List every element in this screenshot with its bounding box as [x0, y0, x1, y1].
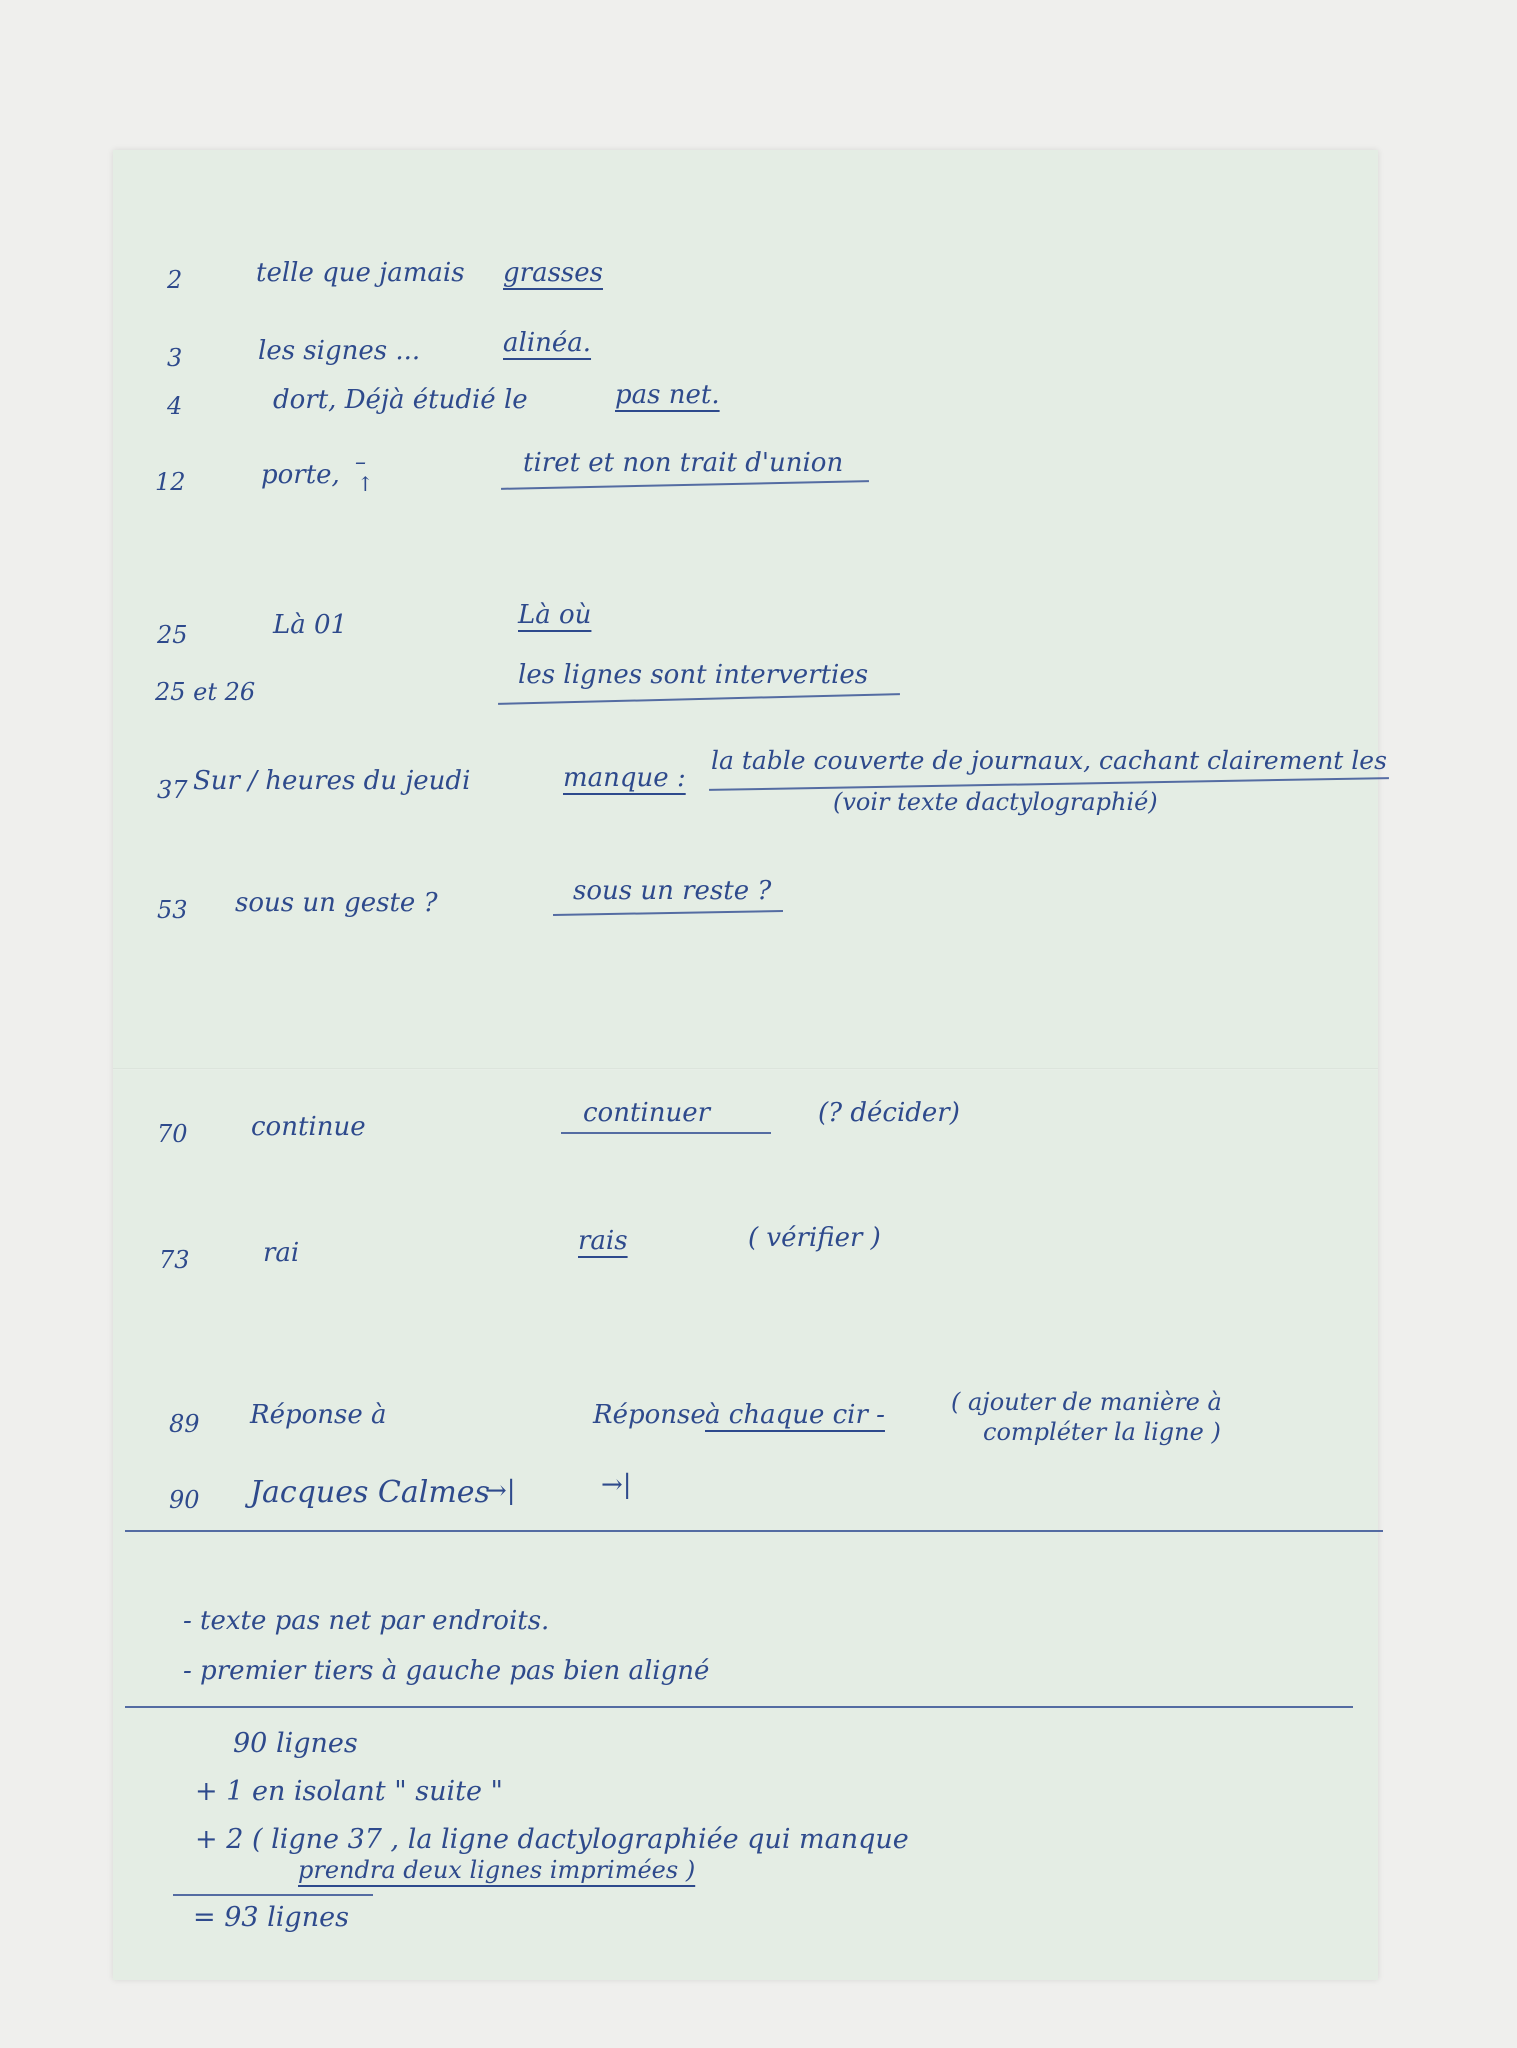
underline: [561, 1132, 771, 1134]
separator-line: [125, 1530, 1383, 1532]
original-text: Réponse à: [250, 1400, 387, 1430]
remark-text: - premier tiers à gauche pas bien aligné: [183, 1656, 710, 1686]
count-addition: + 2 ( ligne 37 , la ligne dactylographiée qui manque: [195, 1824, 909, 1855]
original-text: rai: [263, 1238, 300, 1268]
line-number: 4: [167, 392, 183, 420]
correction-note: compléter la ligne ): [983, 1418, 1221, 1446]
correction-text: alinéa.: [503, 328, 592, 358]
original-text: Sur / heures du jeudi: [193, 766, 471, 796]
correction-note: ( ajouter de manière à: [951, 1388, 1222, 1416]
tab-arrow-icon: →|: [485, 1476, 516, 1506]
underline: [498, 693, 900, 705]
original-text: telle que jamais: [256, 258, 465, 288]
original-text: les signes ...: [258, 336, 421, 366]
count-addition-continued: prendra deux lignes imprimées ): [298, 1856, 696, 1884]
remark-text: - texte pas net par endroits.: [183, 1606, 550, 1636]
correction-text: rais: [578, 1226, 628, 1256]
correction-text: les lignes sont interverties: [518, 660, 869, 690]
line-number: 25: [157, 621, 188, 649]
count-addition: + 1 en isolant " suite ": [195, 1776, 503, 1807]
line-number: 70: [157, 1120, 188, 1148]
original-text: Jacques Calmes: [250, 1475, 490, 1510]
correction-text: Là où: [518, 600, 592, 630]
correction-note: (voir texte dactylographié): [833, 788, 1158, 816]
correction-text: la table couverte de journaux, cachant clairement les: [711, 746, 1387, 775]
manuscript-sheet: [113, 150, 1387, 1980]
insert-arrow-icon: ↑: [357, 472, 374, 496]
line-number: 90: [169, 1486, 200, 1514]
separator-line: [125, 1706, 1353, 1708]
correction-text: tiret et non trait d'union: [523, 448, 844, 478]
original-text: porte,: [261, 460, 340, 490]
original-text: dort, Déjà étudié le: [273, 385, 528, 415]
count-base: 90 lignes: [233, 1728, 358, 1759]
line-number: 12: [155, 468, 186, 496]
original-text: continue: [251, 1112, 366, 1142]
line-number: 2: [167, 266, 183, 294]
correction-prefix: Réponse: [593, 1400, 706, 1430]
line-number: 3: [167, 344, 183, 372]
line-number: 73: [159, 1246, 190, 1274]
sheet-fold-line: [113, 1068, 1378, 1070]
line-number: 25 et 26: [155, 678, 256, 706]
correction-note: (? décider): [818, 1098, 960, 1128]
correction-text: continuer: [583, 1098, 711, 1128]
tab-arrow-icon: →|: [601, 1470, 632, 1500]
sum-line: [173, 1894, 373, 1896]
correction-text: grasses: [503, 258, 603, 288]
underline: [553, 910, 783, 916]
count-total: = 93 lignes: [193, 1902, 349, 1933]
line-number: 37: [157, 776, 188, 804]
correction-text: sous un reste ?: [573, 876, 772, 906]
original-text: Là 01: [273, 610, 348, 640]
original-text: sous un geste ?: [235, 888, 438, 918]
underline: [501, 480, 869, 490]
correction-note: ( vérifier ): [748, 1223, 881, 1253]
correction-text: à chaque cir -: [705, 1400, 885, 1430]
line-number: 53: [157, 896, 188, 924]
dash-mark: –: [355, 450, 366, 475]
correction-text: pas net.: [615, 380, 720, 410]
line-number: 89: [169, 1410, 200, 1438]
correction-label: manque :: [563, 763, 686, 793]
